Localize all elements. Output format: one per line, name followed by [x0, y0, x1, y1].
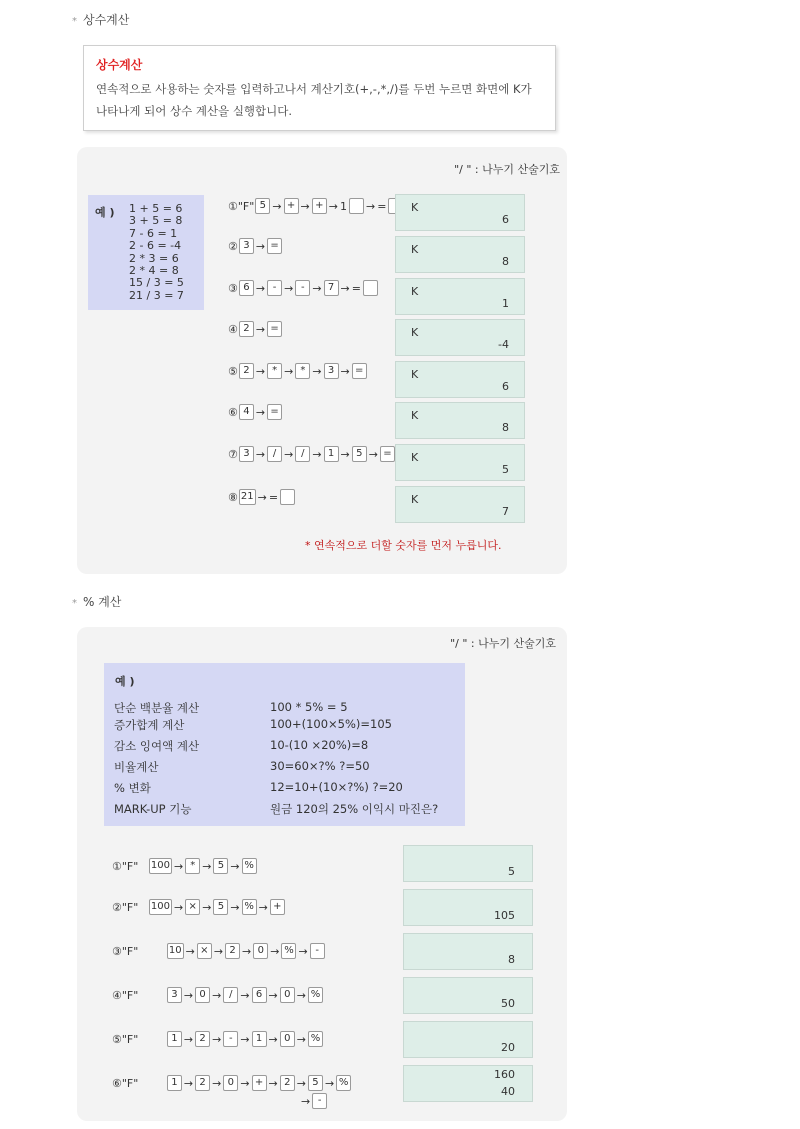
result-display: [395, 361, 525, 398]
arrow-icon: →: [284, 364, 294, 378]
calc-key: =: [267, 404, 282, 420]
result-value: 50: [501, 997, 515, 1010]
calc-key: 2: [280, 1075, 295, 1091]
step-row: [228, 403, 283, 421]
arrow-icon: →: [284, 281, 294, 295]
calc-key: 2: [195, 1031, 210, 1047]
calc-key: =: [267, 321, 282, 337]
arrow-icon: →: [324, 1076, 335, 1090]
arrow-icon: →: [296, 1076, 306, 1090]
arrow-icon: →: [183, 1032, 194, 1046]
arrow-icon: →: [202, 900, 212, 914]
step-number: ⑧: [228, 490, 238, 504]
arrow-icon: →: [328, 199, 338, 213]
arrow-icon: →: [230, 900, 240, 914]
step-row: [228, 362, 368, 380]
step-number: ⑦: [228, 447, 238, 461]
result-display: [403, 889, 533, 926]
step-number: ①: [112, 859, 122, 873]
result-value: -4: [498, 338, 509, 351]
example-lines: [129, 203, 184, 302]
calc-key: 0: [223, 1075, 238, 1091]
step-prefix: "F": [121, 944, 139, 958]
arrow-icon: →: [183, 988, 194, 1002]
result-k: K: [411, 493, 419, 506]
arrow-icon: →: [296, 1032, 306, 1046]
symbol-text: =: [351, 281, 361, 295]
calc-key: 3: [167, 987, 182, 1003]
calc-key: -: [312, 1093, 327, 1109]
calc-key: *: [295, 363, 310, 379]
result-value: 8: [508, 953, 515, 966]
calc-key: %: [242, 899, 257, 915]
result-value-top: 160: [494, 1068, 515, 1081]
calc-key: 0: [195, 987, 210, 1003]
calc-key: 1: [167, 1031, 182, 1047]
arrow-icon: →: [312, 281, 322, 295]
result-display: [403, 977, 533, 1014]
step-prefix: "F": [121, 988, 139, 1002]
info-title: 상수계산: [96, 58, 143, 72]
arrow-icon: →: [255, 447, 266, 461]
section-title-constant: [72, 11, 129, 28]
result-display: [395, 444, 525, 481]
arrow-icon: →: [255, 322, 266, 336]
calc-key: +: [284, 198, 299, 214]
step-row: [112, 1030, 324, 1048]
calc-key: 0: [280, 1031, 295, 1047]
example-row-formula: 10-(10 ×20%)=8: [270, 738, 369, 752]
result-display: [395, 236, 525, 273]
division-legend: "/ " : 나누기 산술기호: [450, 637, 556, 650]
step-prefix: "F": [121, 1032, 139, 1046]
example-line: 2 - 6 = -4: [129, 239, 182, 253]
result-k: K: [411, 326, 419, 339]
result-k: K: [411, 201, 419, 214]
step-number: ②: [112, 900, 122, 914]
step-prefix: "F": [237, 199, 255, 213]
step-number: ⑥: [228, 405, 238, 419]
step-prefix: "F": [121, 859, 139, 873]
step-number: ④: [112, 988, 122, 1002]
step-number: ①: [228, 199, 238, 213]
division-legend: "/ " : 나누기 산술기호: [454, 163, 560, 176]
arrow-icon: →: [301, 1094, 311, 1108]
result-display: [395, 486, 525, 523]
calc-key: -: [295, 280, 310, 296]
calc-key: %: [242, 858, 257, 874]
example-line: 1 + 5 = 6: [129, 202, 183, 215]
calc-key: 5: [255, 198, 270, 214]
example-line: 2 * 4 = 8: [129, 264, 179, 278]
step-number: ③: [112, 944, 122, 958]
arrow-icon: →: [255, 364, 266, 378]
arrow-icon: →: [365, 199, 376, 213]
result-value: 105: [494, 909, 515, 922]
calc-key: %: [308, 1031, 323, 1047]
arrow-icon: →: [312, 364, 322, 378]
arrow-icon: →: [183, 1076, 194, 1090]
arrow-icon: →: [270, 944, 280, 958]
arrow-icon: →: [173, 859, 184, 873]
arrow-icon: →: [202, 859, 212, 873]
calc-key: 10: [167, 943, 184, 959]
calc-key: 100: [149, 858, 172, 874]
info-body: 연속적으로 사용하는 숫자를 입력하고나서 계산기호(+,-,*,/)를 두번 누르면 화면에 K가 나타나게 되어 상수 계산을 실행합니다.: [96, 82, 532, 118]
calc-key: +: [252, 1075, 267, 1091]
result-display: [395, 278, 525, 315]
result-value: 20: [501, 1041, 515, 1054]
calc-key: [349, 198, 364, 214]
calc-key: 2: [239, 321, 254, 337]
example-label: 예 ): [115, 675, 135, 688]
arrow-icon: →: [213, 944, 224, 958]
calc-key: 3: [239, 238, 254, 254]
result-k: K: [411, 368, 419, 381]
example-row-name: % 변화: [114, 781, 151, 795]
arrow-icon: →: [272, 199, 282, 213]
calc-key: 21: [239, 489, 256, 505]
constant-note: * 연속적으로 더할 숫자를 먼저 누릅니다.: [305, 539, 502, 552]
example-row-formula: 원금 120의 25% 이익시 마진은?: [270, 802, 439, 816]
example-row-name: 증가합계 계산: [114, 718, 185, 732]
result-display: [395, 194, 525, 231]
result-value: 1: [502, 297, 509, 310]
calc-key: -: [223, 1031, 238, 1047]
step-row: [228, 488, 296, 506]
calc-key: 100: [149, 899, 172, 915]
example-box: [88, 195, 204, 310]
section-title-text: % 계산: [83, 595, 122, 609]
arrow-icon: →: [212, 1032, 222, 1046]
calc-key: =: [380, 446, 395, 462]
arrow-icon: →: [230, 859, 240, 873]
arrow-icon: →: [296, 988, 306, 1002]
calc-key: 2: [225, 943, 240, 959]
calc-key: 0: [253, 943, 268, 959]
step-row: [112, 1074, 352, 1092]
arrow-icon: →: [257, 490, 267, 504]
calc-key: ×: [185, 899, 200, 915]
arrow-icon: →: [258, 900, 268, 914]
arrow-icon: →: [212, 1076, 222, 1090]
step-row: [112, 857, 258, 875]
calc-key: *: [267, 363, 282, 379]
step-prefix: "F": [121, 900, 139, 914]
calc-key: [280, 489, 295, 505]
result-value: 8: [502, 255, 509, 268]
section-title-text: 상수계산: [83, 13, 130, 27]
example-row-formula: 100 * 5% = 5: [270, 700, 348, 714]
step-number: ④: [228, 322, 238, 336]
result-k: K: [411, 409, 419, 422]
step-row: [112, 986, 324, 1004]
symbol-text: =: [268, 490, 279, 504]
calc-key: 5: [213, 858, 228, 874]
example-row-formula: 12=10+(10×?%) ?=20: [270, 780, 403, 794]
calc-key: %: [336, 1075, 351, 1091]
arrow-icon: →: [173, 900, 184, 914]
result-value: 5: [502, 463, 509, 476]
calc-key: 3: [239, 446, 254, 462]
arrow-icon: →: [240, 1076, 250, 1090]
step-row: [112, 898, 286, 916]
example-row-name: 단순 백분율 계산: [114, 701, 200, 715]
example-line: 21 / 3 = 7: [129, 288, 184, 302]
calc-key: %: [281, 943, 296, 959]
arrow-icon: →: [268, 1076, 278, 1090]
arrow-icon: →: [185, 944, 195, 958]
calc-key: 3: [324, 363, 339, 379]
arrow-icon: →: [300, 199, 310, 213]
step-row: [228, 279, 379, 297]
step-row: [228, 445, 396, 463]
calc-key: +: [312, 198, 327, 214]
step-number: ⑤: [228, 364, 238, 378]
result-value: 8: [502, 421, 509, 434]
arrow-icon: →: [340, 447, 350, 461]
arrow-icon: →: [268, 1032, 278, 1046]
example-line: 2 * 3 = 6: [129, 251, 179, 265]
calc-key: /: [267, 446, 282, 462]
calc-key: 6: [239, 280, 254, 296]
result-value: 6: [502, 213, 509, 226]
calc-key: 4: [239, 404, 254, 420]
step-number: ③: [228, 281, 238, 295]
calc-key: %: [308, 987, 323, 1003]
step-row: [112, 942, 326, 960]
calc-key: 5: [352, 446, 367, 462]
calc-key: 0: [280, 987, 295, 1003]
calc-key: 2: [195, 1075, 210, 1091]
calc-key: -: [310, 943, 325, 959]
symbol-text: 1: [339, 199, 347, 213]
result-display: [403, 1021, 533, 1058]
step-number: ⑤: [112, 1032, 122, 1046]
example-row-formula: 30=60×?% ?=50: [270, 759, 370, 773]
calc-key: /: [295, 446, 310, 462]
example-line: 15 / 3 = 5: [129, 276, 184, 290]
result-display: [403, 933, 533, 970]
step-row: [228, 237, 283, 255]
percent-example-box: [104, 663, 465, 826]
arrow-icon: →: [312, 447, 322, 461]
calc-key: -: [267, 280, 282, 296]
step-number: ②: [228, 239, 238, 253]
step-row: [228, 197, 404, 215]
step-prefix: "F": [121, 1076, 139, 1090]
step-row-continued: [300, 1092, 328, 1110]
example-row-name: 비율계산: [114, 760, 159, 774]
calc-key: =: [352, 363, 367, 379]
bullet-icon: *: [72, 598, 77, 609]
calc-key: 5: [213, 899, 228, 915]
arrow-icon: →: [340, 364, 350, 378]
result-display: [403, 1065, 533, 1102]
calc-key: [363, 280, 378, 296]
result-k: K: [411, 243, 419, 256]
example-line: 7 - 6 = 1: [129, 226, 178, 240]
arrow-icon: →: [255, 239, 266, 253]
example-line: 3 + 5 = 8: [129, 214, 183, 228]
calc-key: 1: [167, 1075, 182, 1091]
calc-key: 1: [324, 446, 339, 462]
example-row-name: MARK-UP 기능: [114, 802, 192, 816]
info-box: [83, 45, 556, 131]
calc-key: =: [267, 238, 282, 254]
result-k: K: [411, 285, 419, 298]
result-value: 7: [502, 505, 509, 518]
result-value: 5: [508, 865, 515, 878]
calc-key: 5: [308, 1075, 323, 1091]
symbol-text: =: [377, 199, 387, 213]
arrow-icon: →: [298, 944, 308, 958]
calc-key: 7: [324, 280, 339, 296]
arrow-icon: →: [212, 988, 222, 1002]
result-display: [403, 845, 533, 882]
result-display: [395, 402, 525, 439]
example-row-formula: 100+(100×5%)=105: [270, 717, 392, 731]
calc-key: 2: [239, 363, 254, 379]
calc-key: /: [223, 987, 238, 1003]
calc-key: +: [270, 899, 285, 915]
result-k: K: [411, 451, 419, 464]
arrow-icon: →: [255, 405, 266, 419]
result-value: 6: [502, 380, 509, 393]
arrow-icon: →: [255, 281, 266, 295]
section-title-percent: [72, 593, 121, 610]
result-value: 40: [501, 1085, 515, 1098]
arrow-icon: →: [268, 988, 278, 1002]
arrow-icon: →: [240, 1032, 250, 1046]
example-row-name: 감소 잉여액 계산: [114, 739, 200, 753]
step-number: ⑥: [112, 1076, 122, 1090]
calc-key: 1: [252, 1031, 267, 1047]
step-row: [228, 320, 283, 338]
arrow-icon: →: [240, 988, 250, 1002]
arrow-icon: →: [284, 447, 294, 461]
calc-key: 6: [252, 987, 267, 1003]
calc-key: ×: [197, 943, 212, 959]
result-display: [395, 319, 525, 356]
arrow-icon: →: [368, 447, 378, 461]
arrow-icon: →: [242, 944, 252, 958]
example-label: 예 ): [95, 206, 115, 219]
calc-key: *: [185, 858, 200, 874]
bullet-icon: *: [72, 16, 77, 27]
arrow-icon: →: [340, 281, 350, 295]
